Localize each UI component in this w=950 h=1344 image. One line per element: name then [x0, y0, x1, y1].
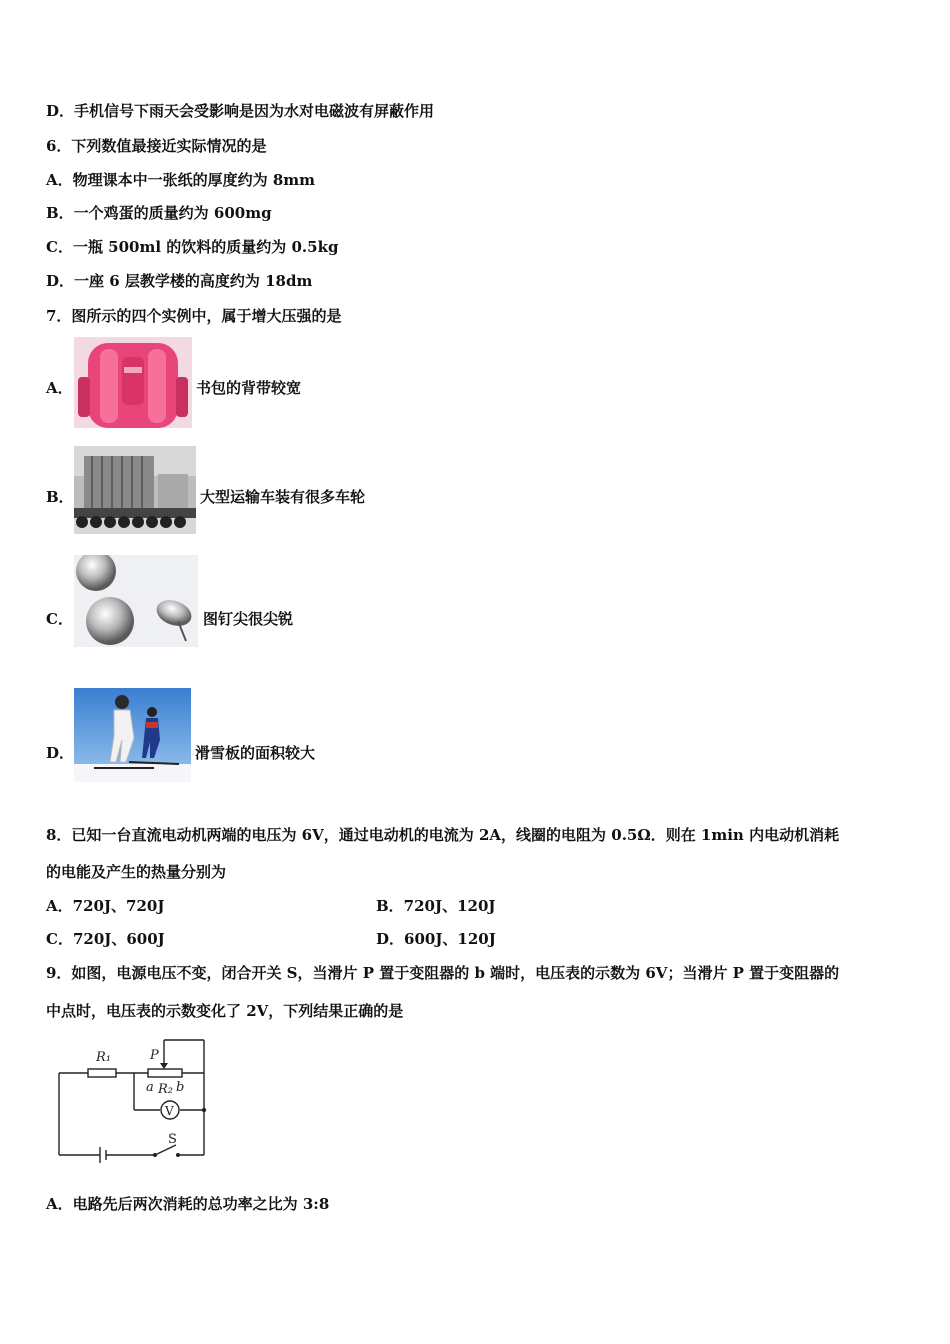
q8-option-c: C．720J、600J [46, 930, 165, 948]
q7-option-d-caption: 滑雪板的面积较大 [195, 744, 316, 762]
q7-option-a-caption: 书包的背带较宽 [196, 379, 302, 397]
q7-option-a-label: A． [46, 379, 73, 397]
q8-option-d: D．600J、120J [376, 930, 496, 948]
q8-option-b: B．720J、120J [376, 897, 496, 915]
q7-option-c-label: C． [46, 610, 73, 628]
circuit-label-s: S [168, 1132, 177, 1147]
q8-stem-line2: 的电能及产生的热量分别为 [46, 863, 227, 881]
skiers-photo [74, 688, 191, 782]
circuit-label-b: b [176, 1080, 185, 1095]
q8-stem-line1: 8．已知一台直流电动机两端的电压为 6V，通过电动机的电流为 2A，线圈的电阻为 0.5Ω．则在 1min 内电动机消耗 [46, 826, 840, 844]
q9-stem-line2: 中点时，电压表的示数变化了 2V，下列结果正确的是 [46, 1002, 404, 1020]
q9-stem-line1: 9．如图，电源电压不变，闭合开关 S，当滑片 P 置于变阻器的 b 端时，电压表的示数为 6V；当滑片 P 置于变阻器的 [46, 964, 840, 982]
q6-option-b: B．一个鸡蛋的质量约为 600mg [46, 204, 272, 222]
voltmeter-icon: V [165, 1104, 174, 1118]
circuit-label-p: P [150, 1048, 159, 1063]
circuit-label-r1: R₁ [96, 1050, 111, 1065]
thumbtack-photo [74, 555, 198, 647]
q7-stem: 7．图所示的四个实例中，属于增大压强的是 [46, 307, 342, 325]
q8-option-a: A．720J、720J [46, 897, 165, 915]
q6-option-a: A．物理课本中一张纸的厚度约为 8mm [46, 171, 316, 189]
q9-option-a: A．电路先后两次消耗的总功率之比为 3:8 [46, 1195, 330, 1213]
q6-option-c: C．一瓶 500ml 的饮料的质量约为 0.5kg [46, 238, 339, 256]
q7-option-d-label: D． [46, 744, 75, 762]
q6-stem: 6．下列数值最接近实际情况的是 [46, 137, 267, 155]
circuit-label-r2: R₂ [158, 1082, 173, 1097]
q7-option-b-label: B． [46, 488, 74, 506]
q7-option-b-caption: 大型运输车装有很多车轮 [200, 488, 366, 506]
circuit-diagram [50, 1033, 220, 1165]
transport-truck-photo [74, 446, 196, 534]
q7-option-c-caption: 图钉尖很尖锐 [203, 610, 294, 628]
circuit-label-a: a [146, 1080, 154, 1095]
schoolbag-photo [74, 337, 192, 428]
q5-option-d: D．手机信号下雨天会受影响是因为水对电磁波有屏蔽作用 [46, 102, 435, 120]
q6-option-d: D．一座 6 层教学楼的高度约为 18dm [46, 272, 313, 290]
